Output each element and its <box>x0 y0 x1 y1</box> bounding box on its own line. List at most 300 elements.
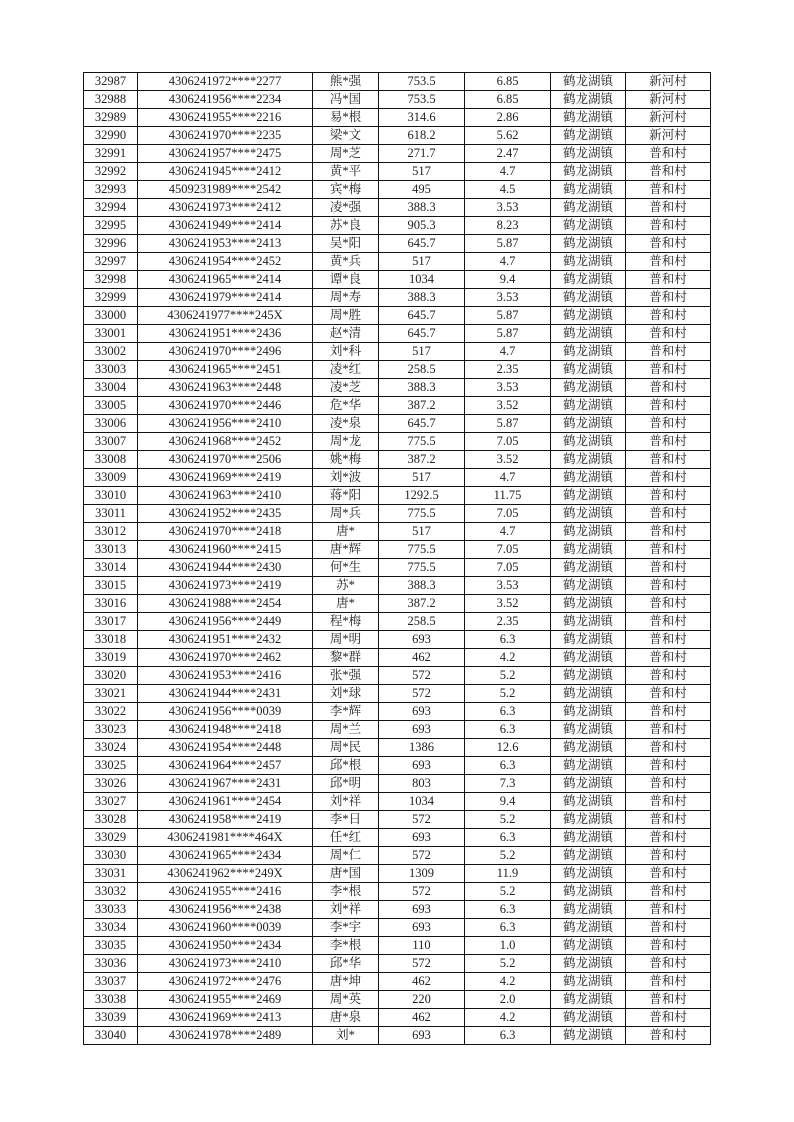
cell-id-number: 4306241963****2410 <box>138 487 313 505</box>
cell-village: 普和村 <box>626 595 711 613</box>
cell-town: 鹤龙湖镇 <box>551 415 626 433</box>
cell-serial-number: 33017 <box>84 613 138 631</box>
cell-serial-number: 33027 <box>84 793 138 811</box>
cell-amount: 6.85 <box>465 91 551 109</box>
cell-name: 周*兵 <box>313 505 379 523</box>
cell-area: 462 <box>379 649 465 667</box>
cell-id-number: 4306241960****0039 <box>138 919 313 937</box>
cell-amount: 4.7 <box>465 253 551 271</box>
cell-town: 鹤龙湖镇 <box>551 73 626 91</box>
cell-serial-number: 33010 <box>84 487 138 505</box>
cell-amount: 3.53 <box>465 199 551 217</box>
cell-name: 唐*国 <box>313 865 379 883</box>
cell-area: 572 <box>379 847 465 865</box>
cell-amount: 2.35 <box>465 361 551 379</box>
cell-name: 赵*清 <box>313 325 379 343</box>
cell-area: 1034 <box>379 271 465 289</box>
cell-id-number: 4306241970****2496 <box>138 343 313 361</box>
cell-area: 693 <box>379 829 465 847</box>
cell-serial-number: 33004 <box>84 379 138 397</box>
cell-area: 517 <box>379 253 465 271</box>
cell-name: 宾*梅 <box>313 181 379 199</box>
cell-serial-number: 33040 <box>84 1027 138 1045</box>
cell-serial-number: 32993 <box>84 181 138 199</box>
cell-village: 普和村 <box>626 739 711 757</box>
cell-amount: 5.2 <box>465 847 551 865</box>
cell-area: 693 <box>379 1027 465 1045</box>
table-row <box>84 433 711 451</box>
cell-town: 鹤龙湖镇 <box>551 397 626 415</box>
cell-name: 周*寿 <box>313 289 379 307</box>
cell-town: 鹤龙湖镇 <box>551 379 626 397</box>
cell-area: 775.5 <box>379 541 465 559</box>
cell-serial-number: 33036 <box>84 955 138 973</box>
cell-name: 姚*梅 <box>313 451 379 469</box>
cell-serial-number: 33025 <box>84 757 138 775</box>
cell-village: 普和村 <box>626 307 711 325</box>
cell-id-number: 4306241970****2418 <box>138 523 313 541</box>
cell-id-number: 4306241978****2489 <box>138 1027 313 1045</box>
cell-amount: 7.3 <box>465 775 551 793</box>
cell-area: 572 <box>379 811 465 829</box>
cell-serial-number: 32996 <box>84 235 138 253</box>
cell-town: 鹤龙湖镇 <box>551 577 626 595</box>
cell-name: 唐*辉 <box>313 541 379 559</box>
cell-name: 易*根 <box>313 109 379 127</box>
cell-serial-number: 33038 <box>84 991 138 1009</box>
cell-serial-number: 33039 <box>84 1009 138 1027</box>
cell-serial-number: 32987 <box>84 73 138 91</box>
cell-village: 普和村 <box>626 613 711 631</box>
cell-village: 普和村 <box>626 145 711 163</box>
cell-amount: 7.05 <box>465 505 551 523</box>
table-row <box>84 379 711 397</box>
cell-town: 鹤龙湖镇 <box>551 109 626 127</box>
table-row <box>84 127 711 145</box>
table-row <box>84 721 711 739</box>
cell-amount: 7.05 <box>465 433 551 451</box>
table-row <box>84 505 711 523</box>
cell-amount: 7.05 <box>465 559 551 577</box>
cell-town: 鹤龙湖镇 <box>551 325 626 343</box>
cell-town: 鹤龙湖镇 <box>551 343 626 361</box>
cell-area: 1034 <box>379 793 465 811</box>
cell-area: 572 <box>379 955 465 973</box>
cell-amount: 5.2 <box>465 811 551 829</box>
cell-area: 693 <box>379 919 465 937</box>
cell-id-number: 4306241972****2476 <box>138 973 313 991</box>
cell-area: 258.5 <box>379 613 465 631</box>
cell-id-number: 4306241955****2416 <box>138 883 313 901</box>
cell-town: 鹤龙湖镇 <box>551 559 626 577</box>
cell-amount: 4.5 <box>465 181 551 199</box>
cell-area: 1309 <box>379 865 465 883</box>
cell-town: 鹤龙湖镇 <box>551 217 626 235</box>
cell-serial-number: 32999 <box>84 289 138 307</box>
cell-amount: 4.7 <box>465 469 551 487</box>
cell-name: 李*根 <box>313 883 379 901</box>
cell-village: 普和村 <box>626 199 711 217</box>
cell-area: 517 <box>379 523 465 541</box>
cell-amount: 4.7 <box>465 343 551 361</box>
cell-amount: 3.53 <box>465 289 551 307</box>
cell-area: 271.7 <box>379 145 465 163</box>
cell-name: 何*生 <box>313 559 379 577</box>
cell-id-number: 4306241981****464X <box>138 829 313 847</box>
cell-town: 鹤龙湖镇 <box>551 487 626 505</box>
cell-id-number: 4306241965****2414 <box>138 271 313 289</box>
cell-serial-number: 33024 <box>84 739 138 757</box>
cell-town: 鹤龙湖镇 <box>551 613 626 631</box>
cell-serial-number: 33002 <box>84 343 138 361</box>
cell-village: 普和村 <box>626 271 711 289</box>
cell-town: 鹤龙湖镇 <box>551 307 626 325</box>
cell-village: 普和村 <box>626 1009 711 1027</box>
cell-village: 普和村 <box>626 433 711 451</box>
cell-id-number: 4306241972****2277 <box>138 73 313 91</box>
cell-town: 鹤龙湖镇 <box>551 451 626 469</box>
cell-amount: 5.87 <box>465 415 551 433</box>
cell-amount: 5.87 <box>465 307 551 325</box>
cell-amount: 4.2 <box>465 973 551 991</box>
table-row <box>84 829 711 847</box>
table-row <box>84 865 711 883</box>
cell-area: 753.5 <box>379 73 465 91</box>
cell-village: 普和村 <box>626 451 711 469</box>
cell-name: 周*英 <box>313 991 379 1009</box>
cell-village: 普和村 <box>626 163 711 181</box>
cell-serial-number: 33014 <box>84 559 138 577</box>
cell-serial-number: 33001 <box>84 325 138 343</box>
cell-amount: 3.53 <box>465 577 551 595</box>
cell-name: 冯*国 <box>313 91 379 109</box>
table-row <box>84 181 711 199</box>
table-row <box>84 397 711 415</box>
cell-serial-number: 33030 <box>84 847 138 865</box>
cell-village: 普和村 <box>626 325 711 343</box>
cell-village: 普和村 <box>626 721 711 739</box>
cell-village: 普和村 <box>626 793 711 811</box>
cell-town: 鹤龙湖镇 <box>551 235 626 253</box>
cell-village: 普和村 <box>626 397 711 415</box>
cell-amount: 11.75 <box>465 487 551 505</box>
cell-name: 邱*明 <box>313 775 379 793</box>
table-row <box>84 901 711 919</box>
table-row <box>84 991 711 1009</box>
cell-amount: 4.7 <box>465 163 551 181</box>
cell-amount: 12.6 <box>465 739 551 757</box>
cell-serial-number: 33033 <box>84 901 138 919</box>
cell-town: 鹤龙湖镇 <box>551 433 626 451</box>
table-row <box>84 73 711 91</box>
cell-id-number: 4306241950****2434 <box>138 937 313 955</box>
cell-area: 388.3 <box>379 577 465 595</box>
cell-village: 普和村 <box>626 343 711 361</box>
cell-village: 新河村 <box>626 109 711 127</box>
cell-area: 220 <box>379 991 465 1009</box>
cell-name: 李*宇 <box>313 919 379 937</box>
cell-amount: 3.52 <box>465 451 551 469</box>
cell-town: 鹤龙湖镇 <box>551 181 626 199</box>
cell-name: 危*华 <box>313 397 379 415</box>
cell-area: 618.2 <box>379 127 465 145</box>
cell-amount: 9.4 <box>465 793 551 811</box>
cell-amount: 6.3 <box>465 721 551 739</box>
table-row <box>84 919 711 937</box>
table-row <box>84 469 711 487</box>
cell-id-number: 4306241967****2431 <box>138 775 313 793</box>
table-row <box>84 577 711 595</box>
table-row <box>84 325 711 343</box>
cell-town: 鹤龙湖镇 <box>551 199 626 217</box>
cell-amount: 5.87 <box>465 235 551 253</box>
cell-serial-number: 33013 <box>84 541 138 559</box>
cell-area: 314.6 <box>379 109 465 127</box>
cell-town: 鹤龙湖镇 <box>551 919 626 937</box>
cell-id-number: 4306241952****2435 <box>138 505 313 523</box>
cell-name: 唐* <box>313 523 379 541</box>
cell-serial-number: 33011 <box>84 505 138 523</box>
cell-id-number: 4306241948****2418 <box>138 721 313 739</box>
cell-town: 鹤龙湖镇 <box>551 505 626 523</box>
cell-amount: 5.2 <box>465 667 551 685</box>
cell-amount: 6.3 <box>465 829 551 847</box>
cell-serial-number: 32997 <box>84 253 138 271</box>
cell-area: 388.3 <box>379 379 465 397</box>
cell-name: 李*根 <box>313 937 379 955</box>
cell-village: 普和村 <box>626 829 711 847</box>
cell-town: 鹤龙湖镇 <box>551 883 626 901</box>
table-row <box>84 703 711 721</box>
cell-name: 刘* <box>313 1027 379 1045</box>
cell-town: 鹤龙湖镇 <box>551 847 626 865</box>
cell-amount: 2.0 <box>465 991 551 1009</box>
cell-name: 李*辉 <box>313 703 379 721</box>
cell-town: 鹤龙湖镇 <box>551 739 626 757</box>
cell-village: 普和村 <box>626 253 711 271</box>
cell-serial-number: 33035 <box>84 937 138 955</box>
table-row <box>84 937 711 955</box>
cell-area: 775.5 <box>379 433 465 451</box>
cell-serial-number: 33009 <box>84 469 138 487</box>
table-row <box>84 613 711 631</box>
cell-name: 程*梅 <box>313 613 379 631</box>
cell-serial-number: 32990 <box>84 127 138 145</box>
cell-town: 鹤龙湖镇 <box>551 865 626 883</box>
cell-area: 572 <box>379 667 465 685</box>
cell-area: 388.3 <box>379 289 465 307</box>
cell-amount: 5.2 <box>465 883 551 901</box>
cell-name: 凌*泉 <box>313 415 379 433</box>
table-row <box>84 595 711 613</box>
cell-area: 495 <box>379 181 465 199</box>
cell-village: 普和村 <box>626 289 711 307</box>
table-row <box>84 289 711 307</box>
cell-id-number: 4306241955****2216 <box>138 109 313 127</box>
cell-area: 693 <box>379 631 465 649</box>
cell-town: 鹤龙湖镇 <box>551 829 626 847</box>
table-row <box>84 757 711 775</box>
cell-area: 572 <box>379 685 465 703</box>
cell-village: 普和村 <box>626 469 711 487</box>
cell-village: 普和村 <box>626 847 711 865</box>
cell-id-number: 4306241965****2451 <box>138 361 313 379</box>
cell-town: 鹤龙湖镇 <box>551 721 626 739</box>
cell-village: 普和村 <box>626 757 711 775</box>
cell-serial-number: 33028 <box>84 811 138 829</box>
cell-serial-number: 33018 <box>84 631 138 649</box>
cell-amount: 1.0 <box>465 937 551 955</box>
cell-id-number: 4306241954****2452 <box>138 253 313 271</box>
table-row <box>84 541 711 559</box>
cell-serial-number: 32989 <box>84 109 138 127</box>
cell-name: 周*芝 <box>313 145 379 163</box>
cell-name: 周*兰 <box>313 721 379 739</box>
cell-serial-number: 33015 <box>84 577 138 595</box>
table-row <box>84 793 711 811</box>
cell-village: 普和村 <box>626 577 711 595</box>
cell-amount: 11.9 <box>465 865 551 883</box>
cell-amount: 8.23 <box>465 217 551 235</box>
cell-village: 普和村 <box>626 685 711 703</box>
cell-id-number: 4306241951****2436 <box>138 325 313 343</box>
table-row <box>84 361 711 379</box>
cell-id-number: 4306241949****2414 <box>138 217 313 235</box>
cell-town: 鹤龙湖镇 <box>551 793 626 811</box>
cell-village: 普和村 <box>626 991 711 1009</box>
cell-village: 新河村 <box>626 127 711 145</box>
cell-area: 645.7 <box>379 325 465 343</box>
cell-area: 1292.5 <box>379 487 465 505</box>
cell-village: 普和村 <box>626 919 711 937</box>
table-row <box>84 1009 711 1027</box>
cell-town: 鹤龙湖镇 <box>551 955 626 973</box>
cell-name: 唐*泉 <box>313 1009 379 1027</box>
cell-id-number: 4306241970****2446 <box>138 397 313 415</box>
cell-village: 普和村 <box>626 703 711 721</box>
cell-serial-number: 33031 <box>84 865 138 883</box>
cell-town: 鹤龙湖镇 <box>551 685 626 703</box>
cell-serial-number: 33006 <box>84 415 138 433</box>
cell-town: 鹤龙湖镇 <box>551 523 626 541</box>
cell-town: 鹤龙湖镇 <box>551 271 626 289</box>
cell-id-number: 4306241973****2412 <box>138 199 313 217</box>
cell-serial-number: 33034 <box>84 919 138 937</box>
cell-area: 803 <box>379 775 465 793</box>
cell-area: 693 <box>379 703 465 721</box>
cell-town: 鹤龙湖镇 <box>551 541 626 559</box>
cell-id-number: 4306241960****2415 <box>138 541 313 559</box>
cell-serial-number: 33021 <box>84 685 138 703</box>
cell-name: 蒋*阳 <box>313 487 379 505</box>
cell-village: 普和村 <box>626 559 711 577</box>
cell-village: 普和村 <box>626 487 711 505</box>
cell-amount: 5.87 <box>465 325 551 343</box>
cell-name: 张*强 <box>313 667 379 685</box>
cell-village: 普和村 <box>626 775 711 793</box>
cell-amount: 2.86 <box>465 109 551 127</box>
cell-id-number: 4306241945****2412 <box>138 163 313 181</box>
cell-id-number: 4306241956****2234 <box>138 91 313 109</box>
cell-area: 572 <box>379 883 465 901</box>
cell-name: 凌*芝 <box>313 379 379 397</box>
cell-id-number: 4306241957****2475 <box>138 145 313 163</box>
cell-name: 周*龙 <box>313 433 379 451</box>
table-row <box>84 307 711 325</box>
cell-area: 753.5 <box>379 91 465 109</box>
table-row <box>84 487 711 505</box>
cell-town: 鹤龙湖镇 <box>551 811 626 829</box>
cell-village: 新河村 <box>626 73 711 91</box>
cell-area: 775.5 <box>379 505 465 523</box>
cell-id-number: 4306241968****2452 <box>138 433 313 451</box>
cell-name: 苏*良 <box>313 217 379 235</box>
cell-village: 普和村 <box>626 865 711 883</box>
cell-amount: 2.47 <box>465 145 551 163</box>
table-row <box>84 523 711 541</box>
table-row <box>84 217 711 235</box>
cell-area: 645.7 <box>379 235 465 253</box>
cell-serial-number: 33019 <box>84 649 138 667</box>
cell-area: 645.7 <box>379 307 465 325</box>
cell-name: 任*红 <box>313 829 379 847</box>
cell-id-number: 4306241956****0039 <box>138 703 313 721</box>
records-body <box>84 73 711 1045</box>
cell-id-number: 4306241988****2454 <box>138 595 313 613</box>
cell-id-number: 4306241970****2462 <box>138 649 313 667</box>
cell-amount: 3.52 <box>465 595 551 613</box>
cell-area: 258.5 <box>379 361 465 379</box>
cell-amount: 5.2 <box>465 955 551 973</box>
cell-amount: 4.2 <box>465 1009 551 1027</box>
cell-serial-number: 33008 <box>84 451 138 469</box>
cell-area: 905.3 <box>379 217 465 235</box>
cell-serial-number: 33003 <box>84 361 138 379</box>
cell-village: 普和村 <box>626 505 711 523</box>
cell-serial-number: 33029 <box>84 829 138 847</box>
cell-village: 普和村 <box>626 973 711 991</box>
cell-area: 388.3 <box>379 199 465 217</box>
cell-area: 462 <box>379 1009 465 1027</box>
cell-serial-number: 32995 <box>84 217 138 235</box>
cell-area: 387.2 <box>379 595 465 613</box>
cell-serial-number: 33023 <box>84 721 138 739</box>
cell-serial-number: 33022 <box>84 703 138 721</box>
cell-id-number: 4306241961****2454 <box>138 793 313 811</box>
cell-town: 鹤龙湖镇 <box>551 469 626 487</box>
cell-serial-number: 32994 <box>84 199 138 217</box>
cell-area: 645.7 <box>379 415 465 433</box>
cell-town: 鹤龙湖镇 <box>551 127 626 145</box>
cell-id-number: 4306241965****2434 <box>138 847 313 865</box>
cell-name: 唐*坤 <box>313 973 379 991</box>
cell-serial-number: 32998 <box>84 271 138 289</box>
cell-id-number: 4306241944****2430 <box>138 559 313 577</box>
cell-area: 387.2 <box>379 397 465 415</box>
cell-name: 黎*群 <box>313 649 379 667</box>
cell-id-number: 4306241963****2448 <box>138 379 313 397</box>
cell-name: 凌*红 <box>313 361 379 379</box>
cell-town: 鹤龙湖镇 <box>551 253 626 271</box>
cell-town: 鹤龙湖镇 <box>551 145 626 163</box>
cell-amount: 6.3 <box>465 919 551 937</box>
table-row <box>84 775 711 793</box>
cell-village: 普和村 <box>626 901 711 919</box>
cell-serial-number: 33000 <box>84 307 138 325</box>
table-row <box>84 649 711 667</box>
cell-amount: 3.52 <box>465 397 551 415</box>
cell-town: 鹤龙湖镇 <box>551 991 626 1009</box>
